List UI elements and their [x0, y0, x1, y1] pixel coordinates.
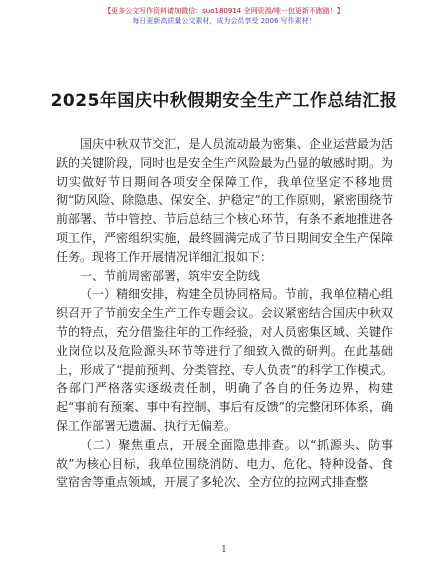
- page-number: 1: [221, 545, 227, 555]
- body-paragraph: （二）聚焦重点，开展全面隐患排查。以“抓源头、防事故”为核心目标，我单位围绕消防、电力、危化、特种设备、食堂宿舍等重点领域，开展了多轮次、全方位的拉网式排查整: [56, 437, 393, 490]
- body-paragraph: （一）精细安排，构建全员协同格局。节前，我单位精心组织召开了节前安全生产工作专题会议。会议紧密结合国庆中秋双节的特点，充分借鉴往年的工作经验，对人员密集区域、关键作业岗位以及危险源头环节等进行了细致入微的研判。在此基础上，形成了“提前预判、分类管控、专人负责”的科学工作模式。各部门严格落实逐级责任制，明确了各自的任务边界，构建起“事前有预案、事中有控制、事后有反馈”的完整闭环体系，确保工作部署无遗漏、执行无偏差。: [56, 287, 393, 433]
- document-title: 2025年国庆中秋假期安全生产工作总结汇报: [50, 91, 398, 111]
- section-heading: 一、节前周密部署，筑牢安全防线: [80, 268, 261, 283]
- promo-banner: [0, 6, 448, 26]
- banner-line-1: 【更多公文写作资料请加微信：suo180914 全网资源/唯一包更新不跑路！】: [104, 7, 344, 15]
- document-body: [56, 135, 393, 492]
- banner-line-2: 每日更新高质量公文素材，成为会员享受 2006 写作素材！: [132, 17, 316, 25]
- intro-paragraph: 国庆中秋双节交汇，是人员流动最为密集、企业运营最为活跃的关键阶段，同时也是安全生产风险最为凸显的敏感时期。为切实做好节日期间各项安全保障工作，我单位坚定不移地贯彻“防风险、除隐患、保安全、护稳定”的工作原则，紧密围绕节前部署、节中管控、节后总结三个核心环节，有条不紊地推进各项工作，严密组织实施，最终圆满完成了节日期间安全生产保障任务。现将工作开展情况详细汇报如下：: [56, 137, 393, 264]
